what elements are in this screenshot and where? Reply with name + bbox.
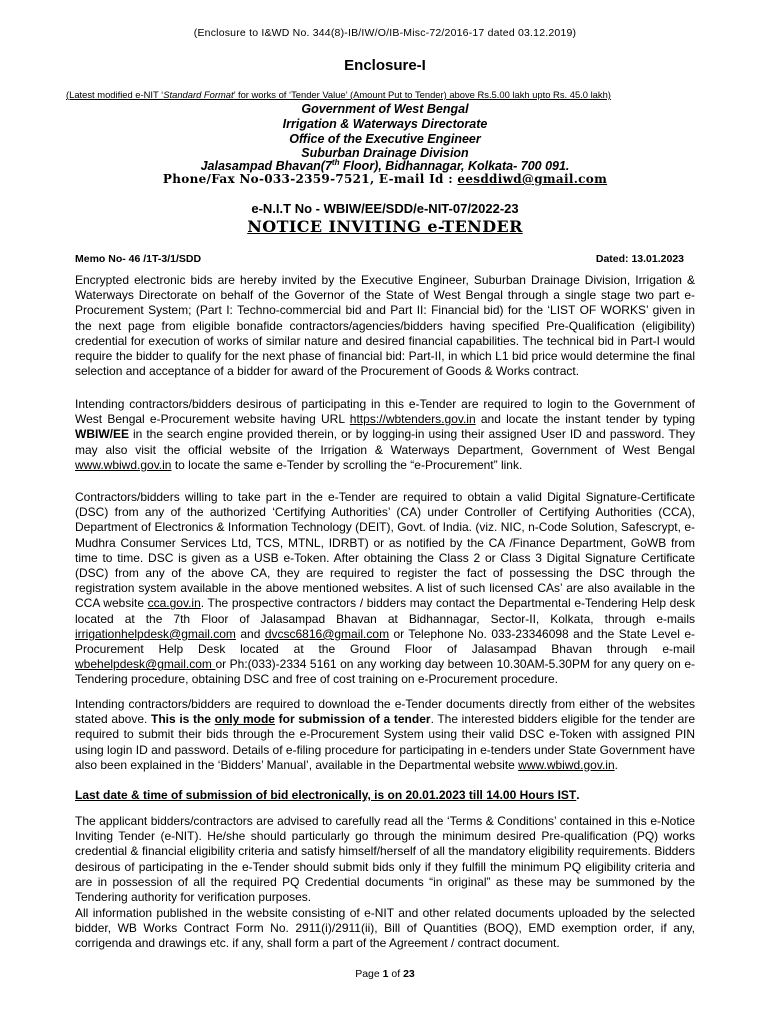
irrigation-helpdesk-email[interactable]: irrigationhelpdesk@gmail.com: [75, 626, 236, 641]
org-division: Suburban Drainage Division: [301, 146, 469, 160]
wbe-helpdesk-email[interactable]: wbehelpdesk@gmail.com: [75, 657, 216, 672]
dvcsc-email[interactable]: dvcsc6816@gmail.com: [264, 626, 390, 641]
enclosure-reference: (Enclosure to I&WD No. 344(8)-IB/IW/O/IB-Misc-72/2016-17 dated 03.12.2019): [193, 27, 577, 39]
contact-line: Phone/Fax No-033-2359-7521, E-mail Id : eesddiwd@gmail.com: [162, 172, 608, 186]
org-directorate: Irrigation & Waterways Directorate: [282, 117, 488, 131]
enclosure-title: Enclosure-I: [344, 57, 426, 74]
paragraph-dsc: Contractors/bidders willing to take part in the e-Tender are required to obtain a valid Digital Signature-Certificate (DSC) from any of the authorized ‘Certifying Authorities’ (CA) under Controller of Certifying Authorities (CCA), Department of Electronics & Information Technology (DEIT), Govt. of India. (viz. NIC, n-Code Solution, Safescrypt, e-Mudhra Consumer Services Ltd, TCS, MTNL, IDRBT) or as notified by the CA /Finance Department, GoWB from time to time. DSC is given as a USB e-Token. After obtaining the Class 2 or Class 3 Digital Signature Certificate (DSC) from any of the above CA, they are required to register the fact of possessing the DSC through the registration system available in the above mentioned websites. A list of such licensed CAs’ are also available in the CCA website cca.gov.in. The prospective contractors / bidders may contact the Departmental e-Tendering Help desk located at the 7th Floor of Jalasampad Bhavan at Bidhannagar, Sector-II, Kolkata, through e-mails irrigationhelpdesk@gmail.com and dvcsc6816@gmail.com or Telephone No. 033-23346098 and the State Level e-Procurement Help Desk located at the Ground Floor of Jalasampad Bhavan through e-mail wbehelpdesk@gmail.com or Ph:(033)-2334 5161 on any working day between 10.30AM-5.30PM for any query on e-Tendering procedure, obtaining DSC and free of cost training on e-Procurement procedure.: [75, 490, 696, 687]
paragraph-advice: The applicant bidders/contractors are advised to carefully read all the ‘Terms & Conditions’ contained in this e-Notice Inviting Tender (e-NIT). He/she should particularly go through the minimum desired Pre-qualification (PQ) works credential & financial eligibility criteria and satisfy himself/herself of all the mandatory eligibility requirements. Bidders desirous of participating in the e-Tender should submit bids only if they fulfill the minimum PQ eligibility criteria and are in possession of all the required PQ Credential documents “in original” as these may be summoned by the Tendering authority for verification purposes.: [75, 814, 695, 905]
org-office: Office of the Executive Engineer: [289, 132, 481, 146]
wbtenders-link[interactable]: https://wbtenders.gov.in: [349, 412, 476, 427]
notice-title: NOTICE INVITING e-TENDER: [247, 217, 523, 236]
memo-number: Memo No- 46 /1T-3/1/SDD: [75, 253, 202, 265]
enit-number: e-N.I.T No - WBIW/EE/SDD/e-NIT-07/2022-23: [251, 201, 519, 216]
paragraph-invitation: Encrypted electronic bids are hereby invited by the Executive Engineer, Suburban Drainage Division, Irrigation & Waterways Directorate on behalf of the Governor of the State of West Bengal through a single stage two part e-Procurement System; (Part I: Techno-commercial bid and Part II: Financial bid) for the ‘LIST OF WORKS’ given in the next page from eligible bonafide contractors/agencies/bidders having specified Pre-Qualification (eligibility) credential for execution of works of similar nature and desired financial capabilities. The technical bid in Part-I would require the bidder to qualify for the next phase of financial bid: Part-II, in which L1 bid price would determine the final selection and acceptance of a bidder for award of the Procurement of Goods & Works contract.: [75, 273, 695, 379]
org-government: Government of West Bengal: [301, 102, 469, 116]
paragraph-login: Intending contractors/bidders desirous of participating in this e-Tender are required to login to the Government of West Bengal e-Procurement website having URL https://wbtenders.gov.in and locate the instant tender by typing WBIW/EE in the search engine provided therein, or by logging-in using their assigned User ID and password. They may also visit the official website of the Irrigation & Waterways Department, Government of West Bengal www.wbiwd.gov.in to locate the same e-Tender by scrolling the “e-Procurement” link.: [75, 397, 696, 472]
org-address: Jalasampad Bhavan(7th Floor), Bidhannagar, Kolkata- 700 091.: [200, 158, 570, 174]
memo-date: Dated: 13.01.2023: [595, 253, 684, 265]
cca-link[interactable]: cca.gov.in: [147, 596, 201, 611]
paragraph-information: All information published in the website consisting of e-NIT and other related documents uploaded by the selected bidder, WB Works Contract Form No. 2911(i)/2911(ii), Bill of Quantities (BOQ), EMD exemption order, if any, corrigenda and drawings etc. if any, shall form a part of the Agreement / contract document.: [75, 906, 695, 951]
last-date-notice: Last date & time of submission of bid electronically, is on 20.01.2023 till 14.00 Hours IST.: [75, 788, 580, 802]
office-email-link[interactable]: eesddiwd@gmail.com: [457, 172, 608, 186]
wbiwd-link-2[interactable]: www.wbiwd.gov.in: [518, 757, 615, 772]
page-number: Page 1 of 23: [355, 968, 415, 980]
paragraph-download: Intending contractors/bidders are required to download the e-Tender documents directly from either of the websites stated above. This is the only mode for submission of a tender. The interested bidders eligible for the tender are required to submit their bids through the e-Procurement System using their valid DSC e-Token with assigned PIN using login ID and password. Details of e-filing procedure for participating in e-tenders under State Government have also been explained in the ‘Bidders’ Manual’, available in the Departmental website www.wbiwd.gov.in.: [75, 697, 695, 772]
wbiwd-link[interactable]: www.wbiwd.gov.in: [75, 457, 172, 472]
latest-modified-note: (Latest modified e-NIT ‘Standard Format’ for works of ‘Tender Value’ (Amount Put to Tender) above Rs.5.00 lakh upto Rs. 45.0 lakh): [66, 89, 611, 100]
